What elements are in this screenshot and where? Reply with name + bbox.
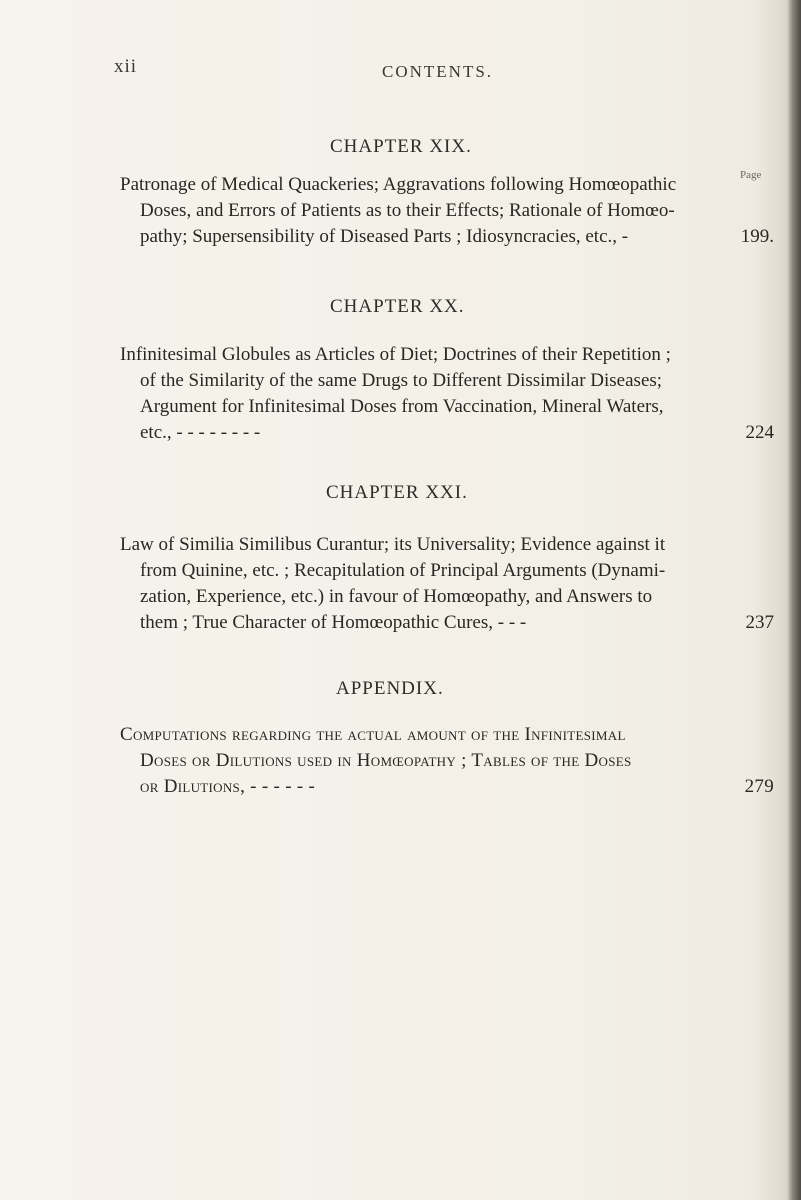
chapter-heading-text: CHAPTER XX. (330, 296, 465, 317)
toc-page-number: 199. (740, 226, 774, 247)
running-title: CONTENTS. (382, 62, 494, 81)
toc-entry-line: Computations regarding the actual amount of the Infinitesimal (120, 724, 626, 745)
toc-entry-line: them ; True Character of Homœopathic Cures, - - - (140, 612, 527, 633)
toc-entry-line: etc., - - - - - - - - (140, 422, 261, 443)
toc-entry-line: Doses or Dilutions used in Homœopathy ; Tables of the Doses (140, 750, 632, 771)
toc-entry-line: of the Similarity of the same Drugs to Different Dissimilar Diseases; (140, 370, 663, 391)
toc-entry-line: Doses, and Errors of Patients as to their Effects; Rationale of Homœo- (140, 200, 675, 221)
page-number: xii (114, 56, 138, 77)
toc-entry-line: Argument for Infinitesimal Doses from Vaccination, Mineral Waters, (140, 396, 664, 417)
chapter-heading-text: CHAPTER XIX. (330, 136, 472, 157)
chapter-heading-text: APPENDIX. (336, 678, 444, 699)
page-column-label: Page (740, 169, 762, 181)
toc-page-number: 279 (744, 776, 774, 797)
toc-entry-line: Patronage of Medical Quackeries; Aggravations following Homœopathic (120, 174, 677, 195)
page-edge-shadow (787, 0, 801, 1200)
toc-entry-line: Law of Similia Similibus Curantur; its Universality; Evidence against it (120, 534, 666, 555)
chapter-heading-text: CHAPTER XXI. (326, 482, 468, 503)
toc-entry-line: Infinitesimal Globules as Articles of Diet; Doctrines of their Repetition ; (120, 344, 671, 365)
toc-entry-line: or Dilutions, - - - - - - (140, 776, 316, 797)
toc-entry-line: pathy; Supersensibility of Diseased Parts ; Idiosyncracies, etc., - (140, 226, 629, 247)
toc-page-number: 237 (745, 612, 774, 633)
toc-entry-line: from Quinine, etc. ; Recapitulation of Principal Arguments (Dynami- (140, 560, 666, 581)
running-head (0, 56, 801, 86)
toc-page-number: 224 (745, 422, 774, 443)
toc-entry-line: zation, Experience, etc.) in favour of Homœopathy, and Answers to (140, 586, 653, 607)
